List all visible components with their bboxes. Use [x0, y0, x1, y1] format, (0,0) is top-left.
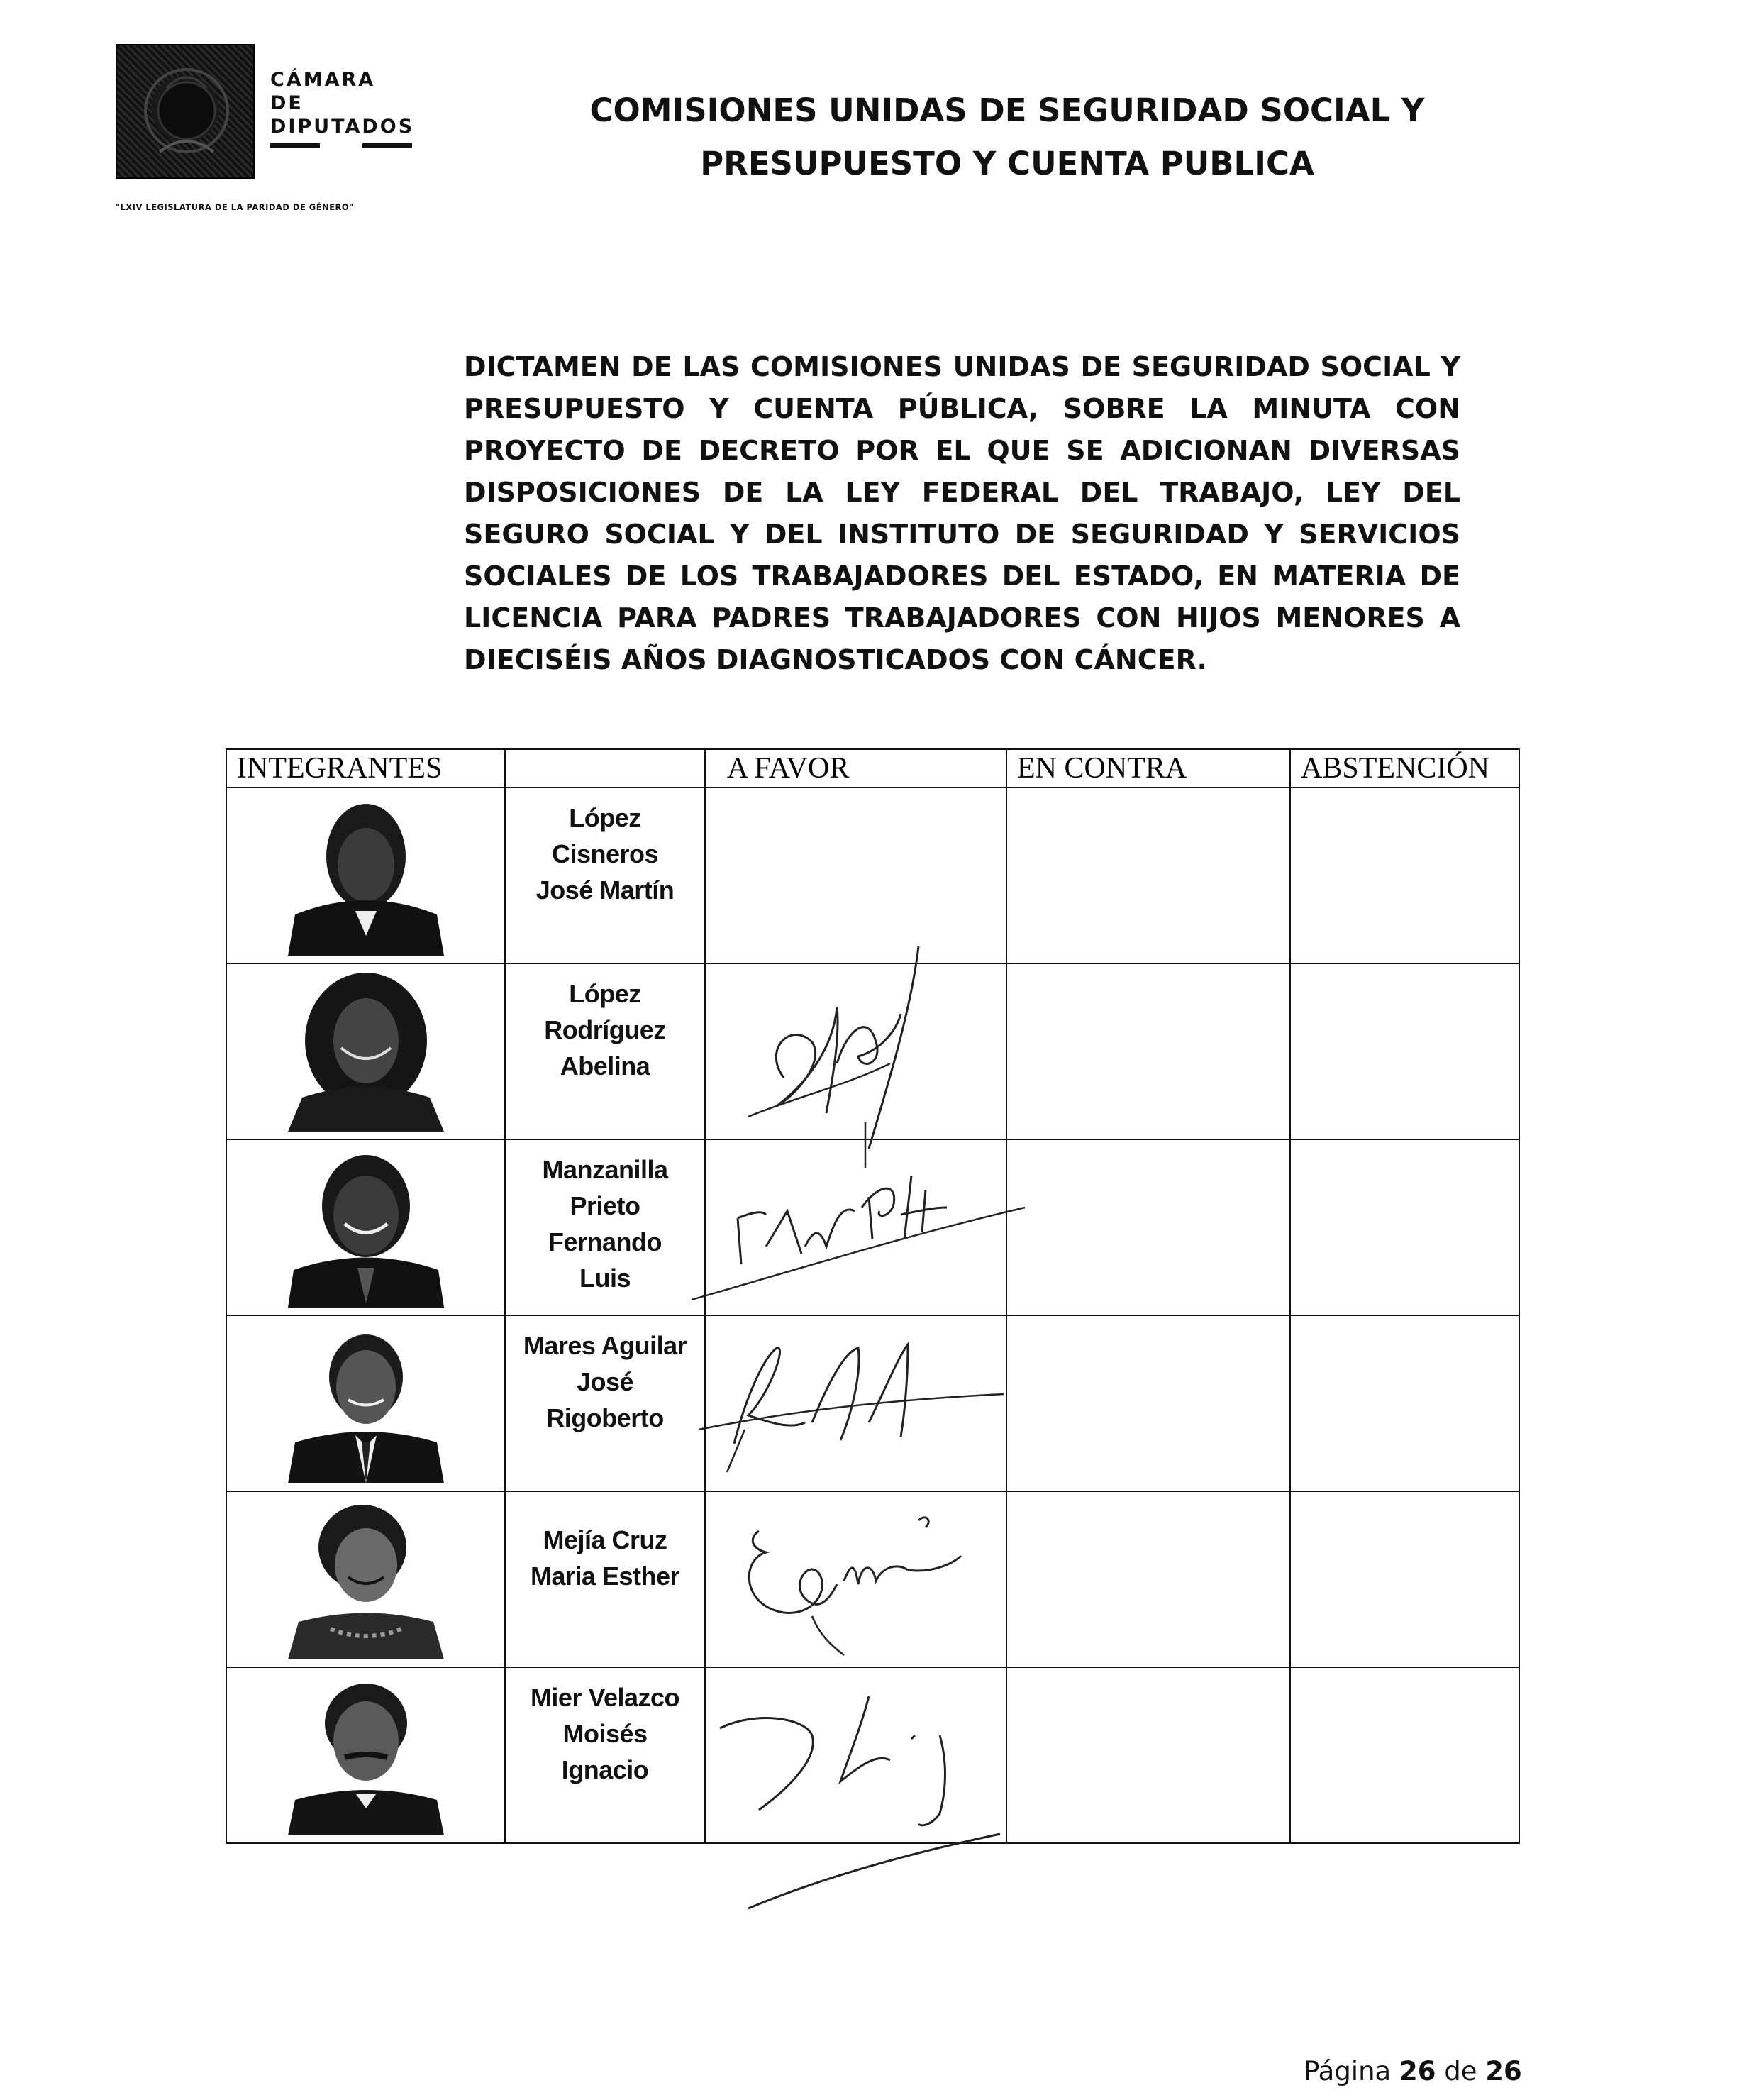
member-photo-cell — [226, 1139, 505, 1315]
contra-cell[interactable] — [1006, 1491, 1290, 1667]
member-name: Mier Velazco Moisés Ignacio — [530, 1683, 680, 1784]
header-abstencion: ABSTENCIÓN — [1290, 749, 1519, 788]
header-contra: EN CONTRA — [1006, 749, 1290, 788]
abstencion-cell[interactable] — [1290, 1491, 1519, 1667]
member-photo-icon — [288, 1498, 444, 1659]
signature-mark — [706, 1140, 1007, 1315]
member-name-cell — [505, 1491, 705, 1667]
member-photo-cell — [226, 1667, 505, 1843]
favor-cell[interactable] — [705, 1139, 1006, 1315]
logo-bar-right — [362, 143, 412, 148]
favor-cell[interactable] — [705, 1315, 1006, 1491]
contra-cell[interactable] — [1006, 963, 1290, 1139]
member-name: Manzanilla Prieto Fernando Luis — [542, 1155, 668, 1293]
page-total: 26 — [1485, 2056, 1522, 2087]
member-photo-icon — [288, 970, 444, 1132]
member-photo-icon — [288, 1322, 444, 1483]
signature-tail-mark — [745, 1830, 1028, 1916]
member-photo-icon — [288, 794, 444, 956]
favor-cell[interactable] — [705, 963, 1006, 1139]
member-name: Mejía Cruz Maria Esther — [530, 1525, 680, 1591]
member-name-cell — [505, 1315, 705, 1491]
logo-bar-left — [270, 143, 320, 148]
contra-cell[interactable] — [1006, 788, 1290, 963]
abstencion-cell[interactable] — [1290, 1139, 1519, 1315]
table-row — [226, 788, 1519, 963]
signature-mark — [706, 1316, 1007, 1491]
table-row — [226, 1139, 1519, 1315]
member-name-cell — [505, 1667, 705, 1843]
member-name: Mares Aguilar José Rigoberto — [523, 1331, 687, 1432]
abstencion-cell[interactable] — [1290, 1315, 1519, 1491]
header-members: INTEGRANTES — [226, 749, 505, 788]
abstencion-cell[interactable] — [1290, 1667, 1519, 1843]
table-row — [226, 1667, 1519, 1843]
contra-cell[interactable] — [1006, 1667, 1290, 1843]
page-number — [1304, 2056, 1522, 2087]
chamber-emblem-icon — [116, 44, 255, 179]
chamber-name-line2: DIPUTADOS — [270, 116, 415, 138]
chamber-logo — [116, 44, 413, 186]
member-name-cell — [505, 1139, 705, 1315]
table-header-row — [226, 749, 1519, 788]
page-title-line2: PRESUPUESTO Y CUENTA PUBLICA — [700, 145, 1314, 182]
signature-mark — [706, 1492, 1007, 1667]
header-name — [505, 749, 705, 788]
abstencion-cell[interactable] — [1290, 788, 1519, 963]
favor-cell[interactable] — [705, 788, 1006, 963]
signature-mark — [706, 964, 1007, 1139]
chamber-name-line1: CÁMARA DE — [270, 69, 376, 114]
chamber-name — [270, 68, 414, 138]
legislature-motto: "LXIV LEGISLATURA DE LA PARIDAD DE GÉNERO" — [116, 202, 354, 212]
favor-cell[interactable] — [705, 1667, 1006, 1843]
abstencion-cell[interactable] — [1290, 963, 1519, 1139]
table-row — [226, 1491, 1519, 1667]
page-label: Página — [1304, 2056, 1392, 2087]
member-photo-cell — [226, 1315, 505, 1491]
header-favor: A FAVOR — [705, 749, 1006, 788]
member-photo-cell — [226, 788, 505, 963]
page-title-line1: COMISIONES UNIDAS DE SEGURIDAD SOCIAL Y — [589, 92, 1425, 129]
signature-mark — [706, 1668, 1007, 1842]
member-photo-cell — [226, 1491, 505, 1667]
member-name-cell — [505, 963, 705, 1139]
logo-bars — [270, 143, 412, 149]
member-name-cell — [505, 788, 705, 963]
voting-table — [226, 748, 1520, 1844]
page-title — [539, 84, 1475, 190]
favor-cell[interactable] — [705, 1491, 1006, 1667]
member-photo-icon — [288, 1146, 444, 1308]
dictamen-paragraph: DICTAMEN DE LAS COMISIONES UNIDAS DE SEGURIDAD SOCIAL Y PRESUPUESTO Y CUENTA PÚBLICA, SOBRE LA MINUTA CON PROYECTO DE DECRETO POR EL QUE SE ADICIONAN DIVERSAS DISPOSICIONES DE LA LEY FEDERAL DEL TRABAJO, LEY DEL SEGURO SOCIAL Y DEL INSTITUTO DE SEGURIDAD Y SERVICIOS SOCIALES DE LOS TRABAJADORES DEL ESTADO, EN MATERIA DE LICENCIA PARA PADRES TRABAJADORES CON HIJOS MENORES A DIECISÉIS AÑOS DIAGNOSTICADOS CON CÁNCER. — [464, 351, 1460, 675]
contra-cell[interactable] — [1006, 1139, 1290, 1315]
member-photo-icon — [288, 1674, 444, 1835]
contra-cell[interactable] — [1006, 1315, 1290, 1491]
member-name: López Rodríguez Abelina — [544, 979, 666, 1081]
page-of: de — [1444, 2056, 1477, 2087]
member-photo-cell — [226, 963, 505, 1139]
table-row — [226, 1315, 1519, 1491]
member-name: López Cisneros José Martín — [535, 803, 675, 905]
table-row — [226, 963, 1519, 1139]
page-current: 26 — [1399, 2056, 1436, 2087]
